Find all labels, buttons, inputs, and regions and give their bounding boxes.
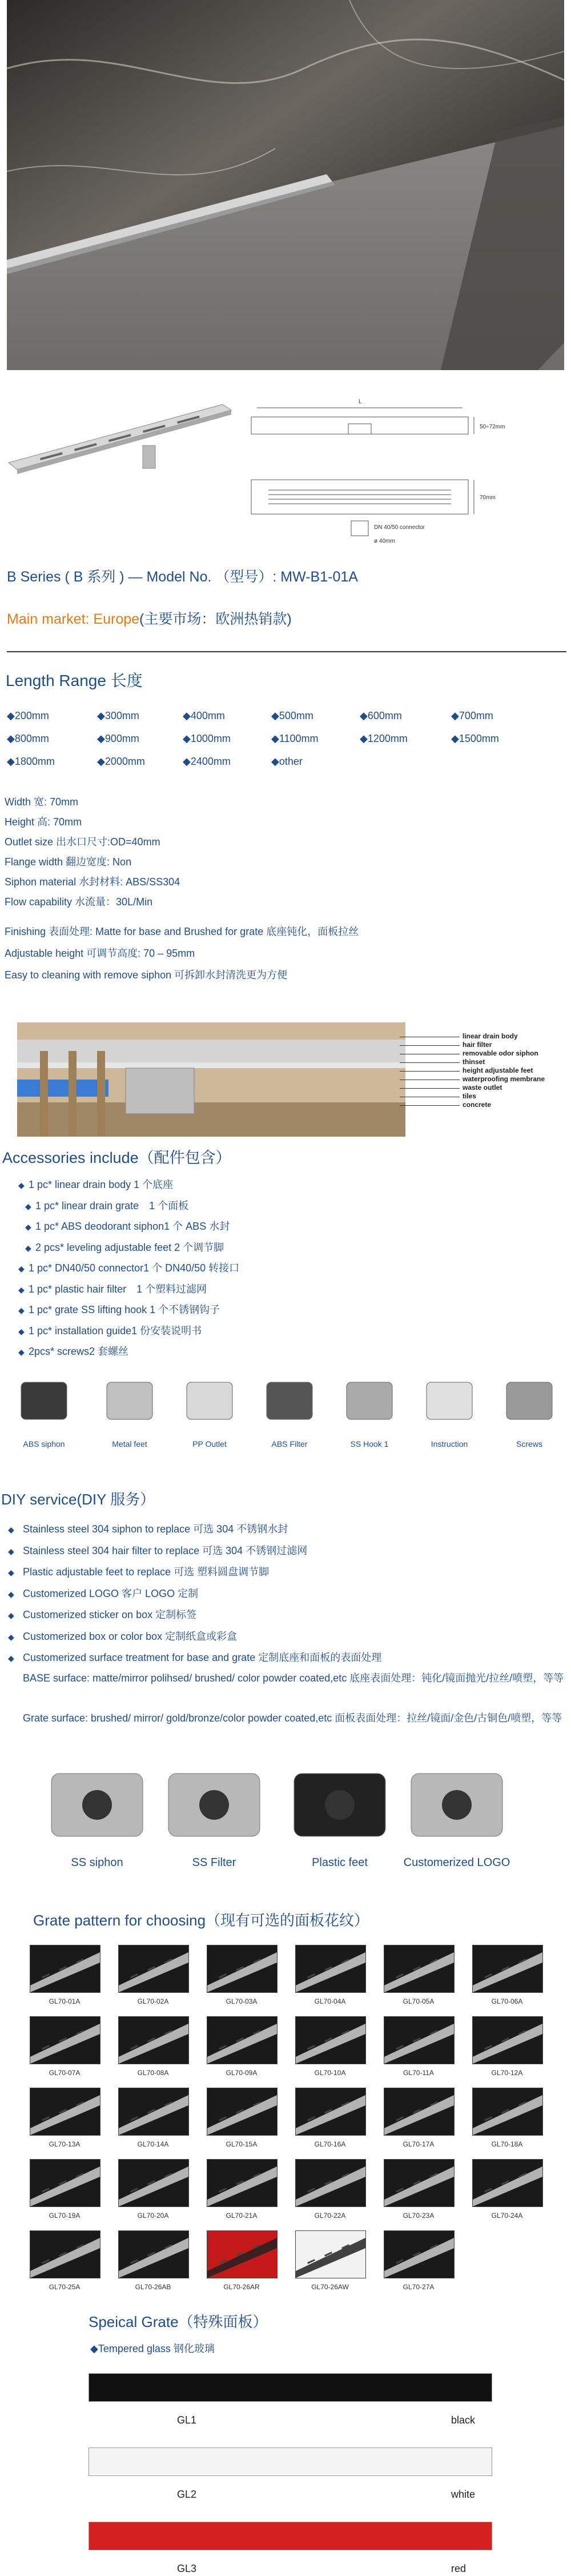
accessory-item bbox=[18, 1177, 173, 1191]
diamond-icon: ◆ bbox=[8, 1632, 14, 1642]
spec-line: Siphon material 水封材料: ABS/SS304 bbox=[5, 876, 180, 888]
accessory-image bbox=[338, 1371, 401, 1428]
grate-thumbnail bbox=[30, 1945, 100, 1993]
accessory-caption: Metal feet bbox=[112, 1439, 147, 1449]
grate-label: GL70-20A bbox=[137, 2212, 169, 2220]
grate-thumbnail bbox=[295, 2088, 366, 2136]
spec-line: Height 高: 70mm bbox=[5, 816, 82, 828]
grate-thumbnail bbox=[118, 2230, 189, 2278]
diamond-icon: ◆ bbox=[18, 1347, 25, 1357]
diy-text: Stainless steel 304 siphon to replace 可选 304 不锈钢水封 bbox=[23, 1523, 288, 1535]
grate-label: GL70-14A bbox=[137, 2140, 169, 2148]
special-subtitle: ◆Tempered glass 钢化玻璃 bbox=[90, 2343, 215, 2354]
grate-label: GL70-18A bbox=[491, 2140, 523, 2148]
grate-thumbnail bbox=[472, 2159, 543, 2207]
glass-color: white bbox=[451, 2489, 476, 2500]
diy-item bbox=[8, 1586, 198, 1600]
grate-label: GL70-23A bbox=[403, 2212, 435, 2220]
glass-swatch bbox=[89, 2373, 492, 2402]
accessory-item bbox=[25, 1239, 224, 1254]
grate-label: GL70-27A bbox=[403, 2283, 435, 2291]
dimension-width: 70mm bbox=[480, 495, 496, 501]
length-value: ◆300mm bbox=[97, 710, 139, 721]
layer-label: height adjustable feet bbox=[463, 1066, 533, 1074]
accessory-item bbox=[25, 1198, 188, 1213]
grate-label: GL70-06A bbox=[491, 1997, 523, 2005]
market-suffix: (主要市场：欧洲热销款) bbox=[139, 611, 292, 627]
diamond-icon: ◆ bbox=[18, 1326, 25, 1336]
grate-thumbnail bbox=[30, 2159, 100, 2207]
length-value: ◆600mm bbox=[360, 710, 402, 721]
length-value: ◆2400mm bbox=[183, 756, 231, 767]
diy-image bbox=[405, 1762, 508, 1848]
grate-label: GL70-17A bbox=[403, 2140, 435, 2148]
grate-thumbnail bbox=[30, 2016, 100, 2064]
glass-color: black bbox=[451, 2414, 476, 2426]
grate-thumbnail bbox=[207, 2159, 278, 2207]
dimension-outlet: ø 40mm bbox=[374, 538, 395, 544]
special-title: Speical Grate（特殊面板） bbox=[89, 2313, 268, 2330]
accessory-text: 1 pc* linear drain body 1 个底座 bbox=[29, 1179, 174, 1190]
accessory-text: 1 pc* linear drain grate 1 个面板 bbox=[35, 1199, 189, 1211]
dimension-height: 50÷72mm bbox=[480, 424, 505, 430]
glass-code: GL1 bbox=[177, 2414, 197, 2426]
accessory-text: 1 pc* DN40/50 connector1 个 DN40/50 转接口 bbox=[29, 1262, 240, 1274]
diamond-icon: ◆ bbox=[18, 1264, 25, 1273]
finish-line: Easy to cleaning with remove siphon 可拆卸水封清洗更为方便 bbox=[5, 969, 288, 981]
spec-line: Flange width 翻边宽度: Non bbox=[5, 856, 132, 868]
grate-thumbnail bbox=[384, 2016, 455, 2064]
grate-thumbnail bbox=[207, 1945, 278, 1993]
length-value: ◆800mm bbox=[7, 733, 49, 744]
layer-leader bbox=[400, 1105, 460, 1106]
diamond-icon: ◆ bbox=[8, 1654, 14, 1663]
layer-label: tiles bbox=[463, 1092, 477, 1100]
layer-label: waterproofing membrane bbox=[463, 1075, 545, 1083]
glass-code: GL2 bbox=[177, 2489, 197, 2500]
glass-code: GL3 bbox=[177, 2563, 197, 2574]
grate-thumbnail bbox=[472, 2016, 543, 2064]
layer-label: concrete bbox=[463, 1101, 492, 1109]
diamond-icon: ◆ bbox=[8, 1568, 14, 1577]
diy-item bbox=[8, 1521, 288, 1536]
diy-item bbox=[8, 1543, 307, 1558]
layer-label: thinset bbox=[463, 1058, 485, 1066]
pattern-title: Grate pattern for choosing（现有可选的面板花纹） bbox=[33, 1912, 369, 1929]
layer-leader bbox=[400, 1062, 460, 1063]
diy-image bbox=[163, 1762, 266, 1848]
grate-thumbnail bbox=[118, 2016, 189, 2064]
main-market bbox=[7, 608, 292, 628]
grate-thumbnail bbox=[384, 2159, 455, 2207]
layer-leader bbox=[400, 1045, 460, 1046]
length-value: ◆1000mm bbox=[183, 733, 231, 744]
length-value: ◆1800mm bbox=[7, 756, 55, 767]
grate-label: GL70-10A bbox=[314, 2069, 346, 2077]
length-value: ◆1100mm bbox=[271, 733, 319, 744]
layer-leader bbox=[400, 1071, 460, 1072]
diamond-icon: ◆ bbox=[8, 1546, 14, 1556]
diy-text: Customerized sticker on box 定制标签 bbox=[23, 1609, 197, 1620]
length-value: ◆1200mm bbox=[360, 733, 408, 744]
diy-image bbox=[46, 1762, 148, 1848]
accessory-caption: ABS siphon bbox=[23, 1439, 65, 1449]
cross-section-image bbox=[17, 1022, 405, 1137]
diy-item bbox=[8, 1650, 381, 1664]
grate-label: GL70-04A bbox=[314, 1997, 346, 2005]
layer-label: waste outlet bbox=[463, 1084, 502, 1092]
diy-text: Customerized box or color box 定制纸盒或彩盒 bbox=[23, 1630, 238, 1642]
accessory-item bbox=[18, 1281, 207, 1296]
grate-label: GL70-03A bbox=[226, 1997, 258, 2005]
grate-label: GL70-12A bbox=[491, 2069, 523, 2077]
diy-title: DIY service(DIY 服务） bbox=[1, 1491, 155, 1508]
layer-label: linear drain body bbox=[463, 1032, 518, 1040]
technical-drawing bbox=[246, 394, 565, 548]
diamond-icon: ◆ bbox=[18, 1181, 25, 1190]
grate-thumbnail bbox=[384, 2088, 455, 2136]
grate-thumbnail bbox=[384, 2230, 455, 2278]
base-surface: BASE surface: matte/mirror polihsed/ brushed/ color powder coated,etc 底座表面处理：钝化/镜面抛光/拉丝/喷塑，等等 bbox=[23, 1672, 564, 1684]
diamond-icon: ◆ bbox=[18, 1285, 25, 1294]
layer-leader bbox=[400, 1088, 460, 1089]
diy-text: Stainless steel 304 hair filter to replace 可选 304 不锈钢过滤网 bbox=[23, 1544, 308, 1556]
accessory-image bbox=[418, 1371, 481, 1428]
length-title: Length Range 长度 bbox=[6, 672, 143, 689]
grate-label: GL70-19A bbox=[49, 2212, 81, 2220]
accessory-item bbox=[18, 1343, 128, 1358]
diy-caption: Plastic feet bbox=[312, 1856, 368, 1869]
grate-thumbnail bbox=[207, 2230, 278, 2278]
finish-line: Finishing 表面处理: Matte for base and Brushed for grate 底座钝化，面板拉丝 bbox=[5, 926, 359, 937]
length-value: ◆700mm bbox=[451, 710, 493, 721]
diy-text: Customerized surface treatment for base and grate 定制底座和面板的表面处理 bbox=[23, 1652, 382, 1663]
diy-caption: SS siphon bbox=[71, 1856, 123, 1869]
product-photo bbox=[6, 394, 234, 480]
grate-surface: Grate surface: brushed/ mirror/ gold/bronze/color powder coated,etc 面板表面处理：拉丝/镜面/金色/古铜色/喷塑，等等 bbox=[23, 1712, 562, 1724]
length-value: ◆1500mm bbox=[451, 733, 499, 744]
accessory-text: 1 pc* plastic hair filter 1 个塑料过滤网 bbox=[29, 1283, 207, 1295]
grate-thumbnail bbox=[295, 2159, 366, 2207]
layer-label: removable odor siphon bbox=[463, 1049, 538, 1057]
accessory-text: 2 pcs* leveling adjustable feet 2 个调节脚 bbox=[35, 1241, 224, 1253]
grate-label: GL70-07A bbox=[49, 2069, 81, 2077]
length-value: ◆other bbox=[271, 756, 303, 767]
diamond-icon: ◆ bbox=[25, 1222, 31, 1231]
accessory-caption: Instruction bbox=[431, 1439, 468, 1449]
hero-photo bbox=[7, 0, 564, 370]
diy-image bbox=[288, 1762, 391, 1848]
grate-label: GL70-22A bbox=[314, 2212, 346, 2220]
grate-thumbnail bbox=[118, 1945, 189, 1993]
grate-label: GL70-21A bbox=[226, 2212, 258, 2220]
accessory-item bbox=[18, 1323, 202, 1338]
grate-label: GL70-05A bbox=[403, 1997, 435, 2005]
diamond-icon: ◆ bbox=[8, 1589, 14, 1599]
diamond-icon: ◆ bbox=[25, 1243, 31, 1253]
accessory-caption: Screws bbox=[516, 1439, 542, 1449]
grate-thumbnail bbox=[30, 2088, 100, 2136]
spec-line: Width 宽: 70mm bbox=[5, 796, 79, 808]
grate-label: GL70-08A bbox=[137, 2069, 169, 2077]
diy-item bbox=[8, 1607, 196, 1622]
grate-label: GL70-13A bbox=[49, 2140, 81, 2148]
grate-label: GL70-01A bbox=[49, 1997, 81, 2005]
accessory-item bbox=[18, 1260, 239, 1275]
grate-thumbnail bbox=[207, 2088, 278, 2136]
grate-label: GL70-16A bbox=[314, 2140, 346, 2148]
grate-label: GL70-26AR bbox=[223, 2283, 260, 2291]
length-value: ◆2000mm bbox=[97, 756, 145, 767]
grate-thumbnail bbox=[118, 2088, 189, 2136]
grate-thumbnail bbox=[295, 2230, 366, 2278]
diy-item bbox=[8, 1564, 269, 1579]
length-value: ◆400mm bbox=[183, 710, 225, 721]
diy-caption: SS Filter bbox=[192, 1856, 236, 1869]
grate-label: GL70-02A bbox=[137, 1997, 169, 2005]
accessory-image bbox=[498, 1371, 561, 1428]
accessory-item bbox=[25, 1218, 230, 1233]
accessory-text: 2pcs* screws2 套螺丝 bbox=[29, 1346, 129, 1357]
length-value: ◆500mm bbox=[271, 710, 313, 721]
accessory-caption: PP Outlet bbox=[192, 1439, 227, 1449]
finish-line: Adjustable height 可调节高度: 70 – 95mm bbox=[5, 948, 195, 959]
diamond-icon: ◆ bbox=[8, 1525, 14, 1534]
accessory-text: 1 pc* grate SS lifting hook 1 个不锈钢钩子 bbox=[29, 1304, 220, 1315]
diamond-icon: ◆ bbox=[25, 1201, 31, 1211]
accessory-image bbox=[178, 1371, 241, 1428]
grate-label: GL70-26AB bbox=[135, 2283, 171, 2291]
diy-text: Plastic adjustable feet to replace 可选 塑料圆盘调节脚 bbox=[23, 1566, 270, 1578]
divider bbox=[7, 651, 566, 652]
glass-swatch bbox=[89, 2447, 492, 2476]
length-value: ◆200mm bbox=[7, 710, 49, 721]
grate-thumbnail bbox=[384, 1945, 455, 1993]
accessory-text: 1 pc* ABS deodorant siphon1 个 ABS 水封 bbox=[35, 1221, 230, 1232]
diy-item bbox=[8, 1628, 237, 1643]
accessory-item bbox=[18, 1302, 220, 1317]
spec-line: Outlet size 出水口尺寸:OD=40mm bbox=[5, 836, 160, 848]
accessories-title: Accessories include（配件包含） bbox=[2, 1149, 231, 1166]
accessory-caption: SS Hook 1 bbox=[350, 1439, 389, 1449]
grate-thumbnail bbox=[30, 2230, 100, 2278]
glass-color: red bbox=[451, 2563, 467, 2574]
diamond-icon: ◆ bbox=[8, 1611, 14, 1620]
diamond-icon: ◆ bbox=[18, 1306, 25, 1315]
grate-thumbnail bbox=[207, 2016, 278, 2064]
accessory-text: 1 pc* installation guide1 份安装说明书 bbox=[29, 1325, 202, 1337]
grate-label: GL70-11A bbox=[403, 2069, 434, 2077]
grate-label: GL70-24A bbox=[491, 2212, 523, 2220]
grate-thumbnail bbox=[472, 1945, 543, 1993]
grate-thumbnail bbox=[295, 1945, 366, 1993]
accessory-image bbox=[13, 1371, 75, 1428]
grate-thumbnail bbox=[118, 2159, 189, 2207]
length-value: ◆900mm bbox=[97, 733, 139, 744]
grate-label: GL70-15A bbox=[226, 2140, 258, 2148]
dimension-length: L bbox=[359, 399, 362, 405]
connector-label: DN 40/50 connector bbox=[374, 524, 425, 531]
grate-label: GL70-25A bbox=[49, 2283, 81, 2291]
grate-thumbnail bbox=[295, 2016, 366, 2064]
accessory-caption: ABS Filter bbox=[271, 1439, 308, 1449]
grate-thumbnail bbox=[472, 2088, 543, 2136]
grate-label: GL70-09A bbox=[226, 2069, 258, 2077]
diy-text: Customerized LOGO 客户 LOGO 定制 bbox=[23, 1587, 199, 1599]
series-title: B Series ( B 系列 ) — Model No. （型号）: MW-B1-01A bbox=[7, 569, 358, 585]
accessory-image bbox=[258, 1371, 321, 1428]
grate-label: GL70-26AW bbox=[311, 2283, 349, 2291]
accessory-image bbox=[98, 1371, 161, 1428]
layer-label: hair filter bbox=[463, 1041, 492, 1049]
market-prefix: Main market: Europe bbox=[7, 611, 140, 627]
diy-caption: Customerized LOGO bbox=[403, 1856, 510, 1869]
glass-swatch bbox=[89, 2522, 492, 2550]
spec-line: Flow capability 水流量：30L/Min bbox=[5, 896, 153, 908]
